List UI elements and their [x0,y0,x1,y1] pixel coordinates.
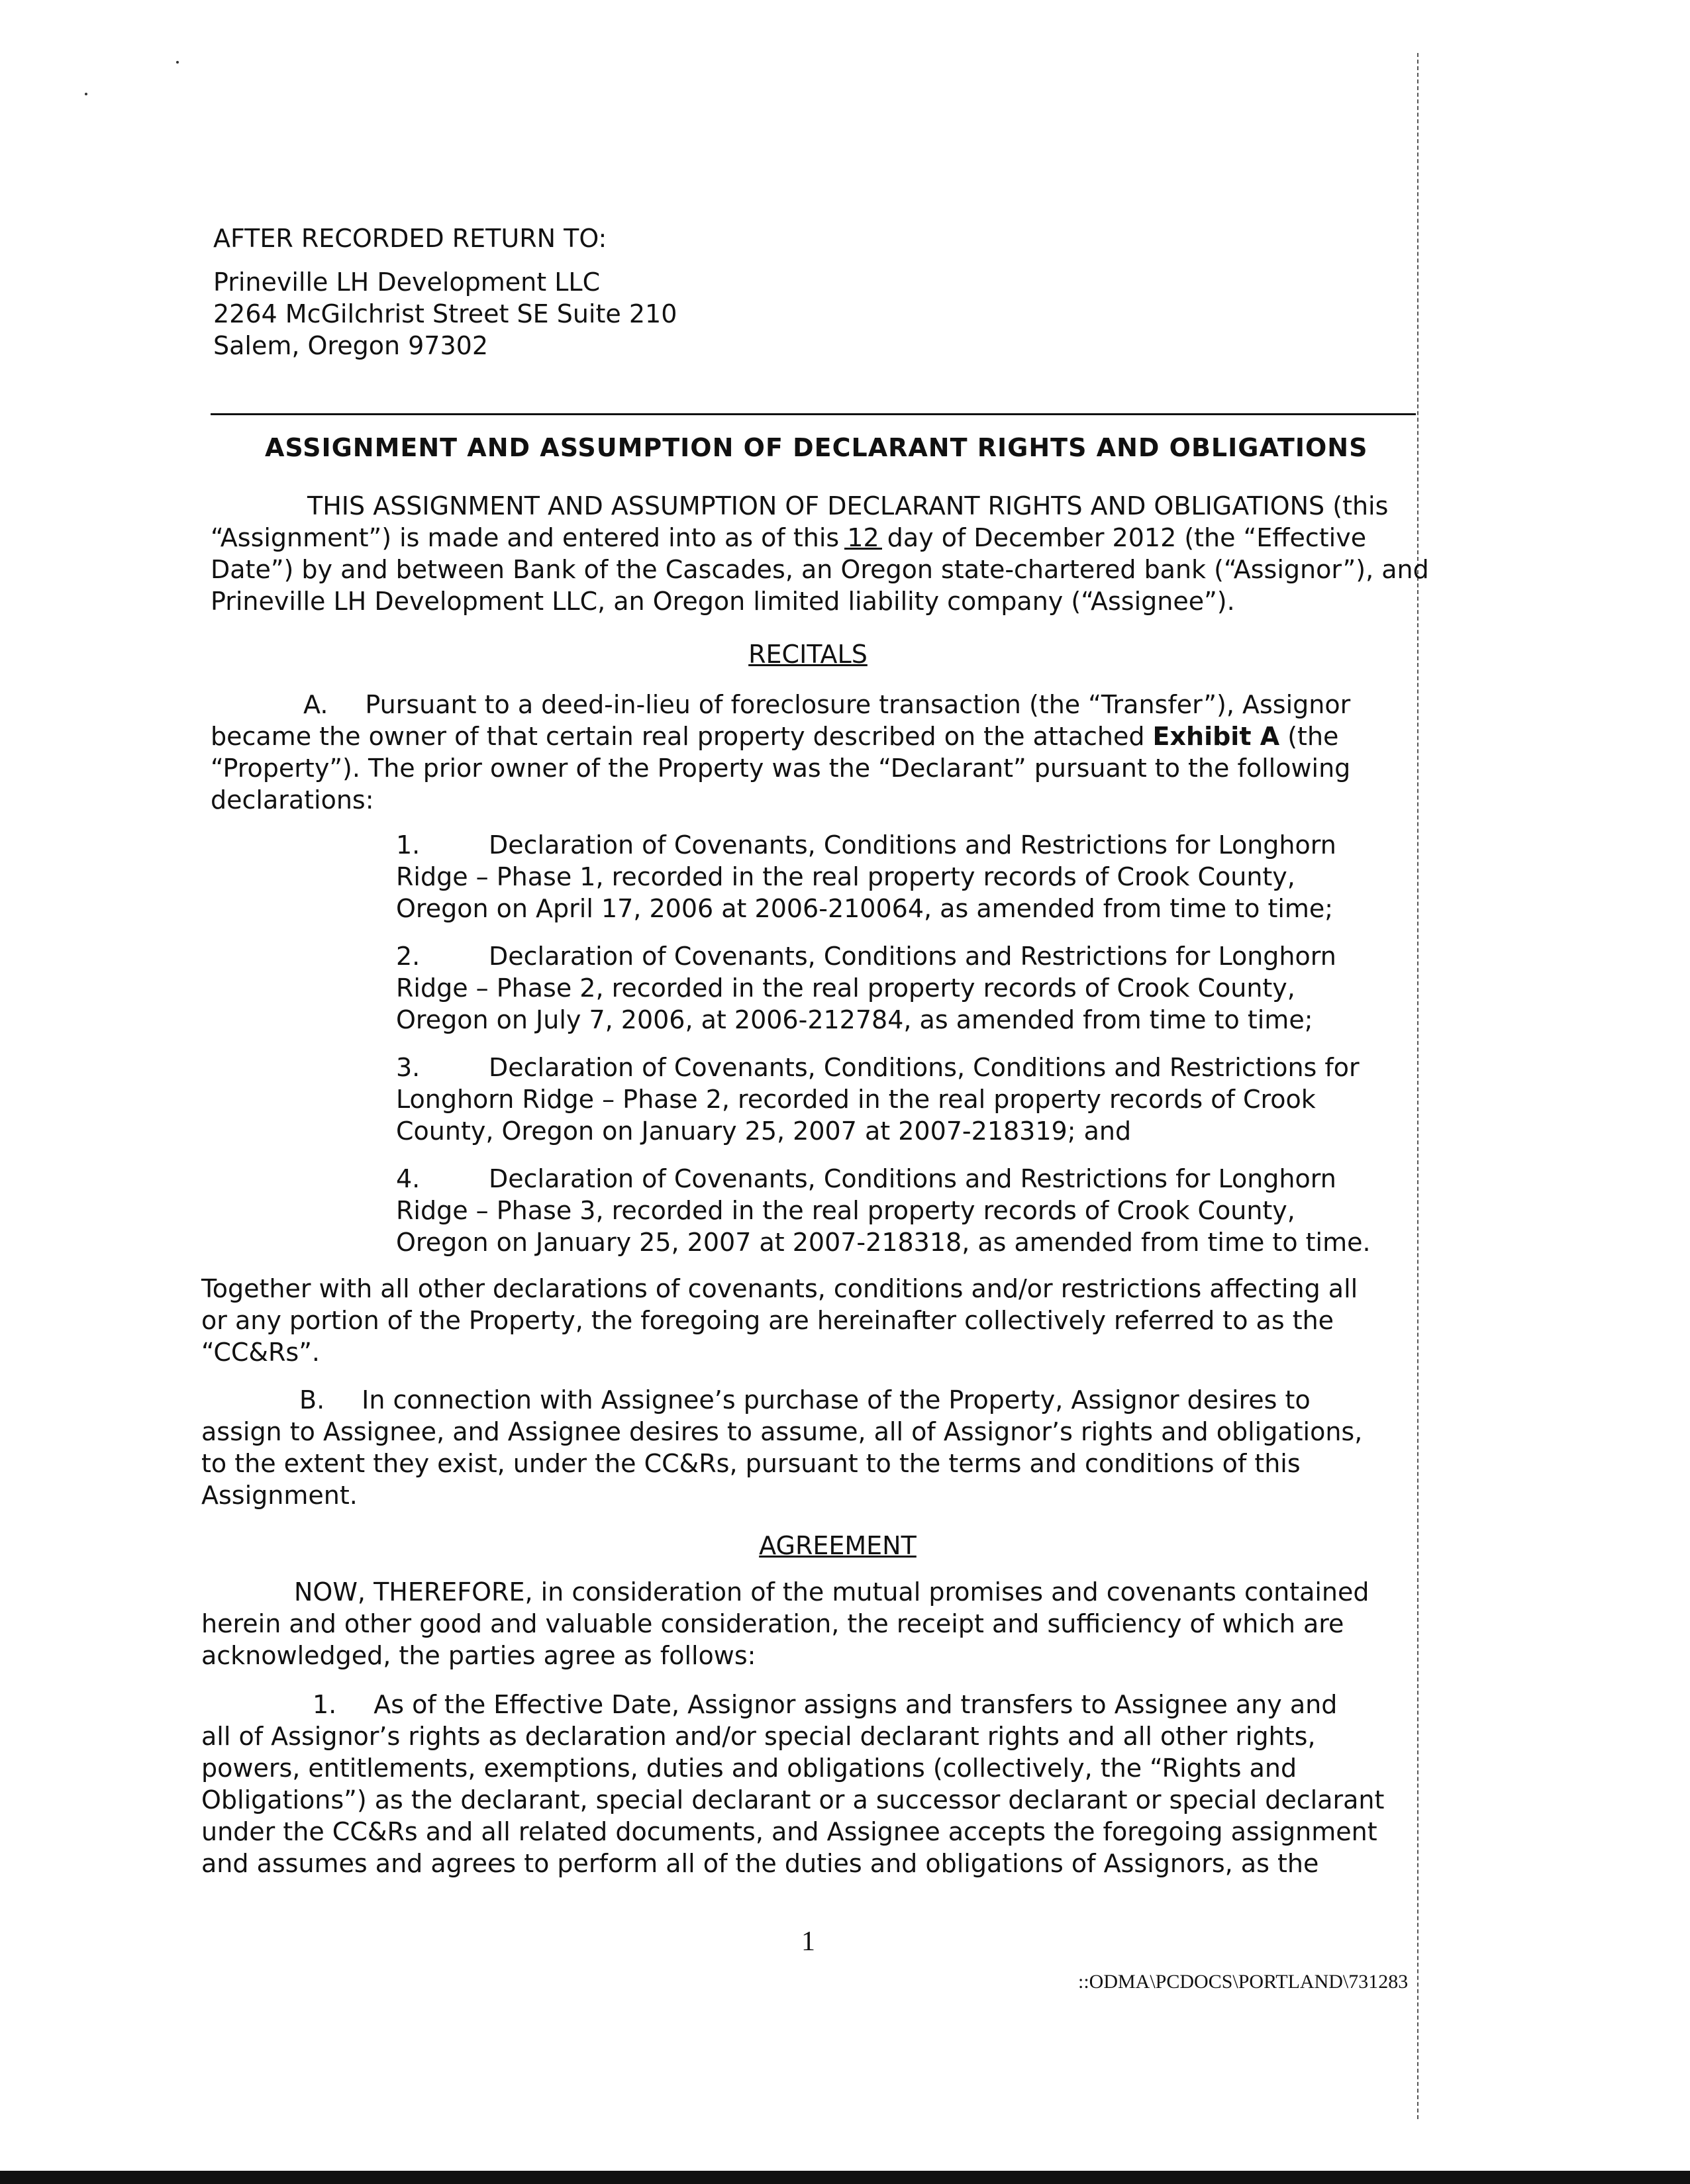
recital-line: Assignment. [201,1481,358,1510]
return-heading: AFTER RECORDED RETURN TO: [213,224,607,253]
recital-line: assign to Assignee, and Assignee desires to assume, all of Assignor’s rights and obligations, [201,1417,1363,1446]
declaration-line: Declaration of Covenants, Conditions and Restrictions for Longhorn [489,1164,1336,1193]
recital-line: “Property”). The prior owner of the Property was the “Declarant” pursuant to the following [211,754,1351,783]
now-therefore-paragraph [201,1576,1493,1671]
recital-line: Pursuant to a deed-in-lieu of foreclosure transaction (the “Transfer”), Assignor [365,690,1351,719]
declaration-number: 3. [396,1053,421,1082]
recital-line: (the [1287,722,1339,751]
document-title: ASSIGNMENT AND ASSUMPTION OF DECLARANT RIGHTS AND OBLIGATIONS [265,433,1368,462]
declaration-line: Ridge – Phase 3, recorded in the real property records of Crook County, [396,1196,1295,1225]
intro-line: day of December 2012 (the “Effective [887,523,1367,552]
together-paragraph [201,1273,1493,1368]
intro-line: THIS ASSIGNMENT AND ASSUMPTION OF DECLARANT RIGHTS AND OBLIGATIONS (this [307,491,1389,521]
agreement-heading: AGREEMENT [759,1531,917,1560]
scan-speck [85,93,87,95]
exhibit-ref: Exhibit A [1152,722,1280,751]
recital-a [211,689,1495,816]
declaration-line: Declaration of Covenants, Conditions, Conditions and Restrictions for [489,1053,1360,1082]
return-city: Salem, Oregon 97302 [213,331,489,360]
agreement-line: herein and other good and valuable consideration, the receipt and sufficiency of which are [201,1609,1344,1638]
return-street: 2264 McGilchrist Street SE Suite 210 [213,299,677,328]
return-address-block [213,223,677,362]
agreement-line: all of Assignor’s rights as declaration and/or special declarant rights and all other rights, [201,1722,1316,1751]
handwritten-day: 12 [847,523,879,552]
scan-speck [176,61,179,64]
declaration-number: 1. [396,830,421,860]
recital-label: B. [299,1385,325,1415]
recitals-heading: RECITALS [748,640,868,669]
recital-line: to the extent they exist, under the CC&Rs, pursuant to the terms and conditions of this [201,1449,1301,1478]
declaration-item [396,1052,1429,1147]
declaration-line: Oregon on July 7, 2006, at 2006-212784, as amended from time to time; [396,1005,1313,1034]
declaration-number: 2. [396,942,421,971]
together-line: Together with all other declarations of covenants, conditions and/or restrictions affecting all [201,1274,1358,1303]
recital-b [201,1384,1493,1511]
scan-bottom-edge [0,2171,1690,2184]
agreement-line: powers, entitlements, exemptions, duties and obligations (collectively, the “Rights and [201,1754,1297,1783]
intro-line: Date”) by and between Bank of the Cascades, an Oregon state-chartered bank (“Assignor”), and [211,555,1429,584]
agreement-line: acknowledged, the parties agree as follows: [201,1641,756,1670]
document-reference: ::ODMA\PCDOCS\PORTLAND\731283 [1078,1971,1409,1993]
recital-label: A. [303,690,328,719]
declaration-item [396,829,1429,924]
declaration-item [396,940,1429,1036]
declaration-line: Ridge – Phase 2, recorded in the real property records of Crook County, [396,973,1295,1003]
declaration-line: Declaration of Covenants, Conditions and Restrictions for Longhorn [489,942,1336,971]
agreement-line: Obligations”) as the declarant, special declarant or a successor declarant or special declarant [201,1785,1385,1814]
declaration-line: Declaration of Covenants, Conditions and Restrictions for Longhorn [489,830,1336,860]
agreement-line: As of the Effective Date, Assignor assigns and transfers to Assignee any and [373,1690,1338,1719]
declaration-line: Ridge – Phase 1, recorded in the real property records of Crook County, [396,862,1295,891]
agreement-section-1 [201,1689,1499,1879]
intro-paragraph [211,490,1495,617]
recital-line: became the owner of that certain real property described on the attached [211,722,1145,751]
declaration-line: Oregon on January 25, 2007 at 2007-218318, as amended from time to time. [396,1228,1371,1257]
title-rule [211,413,1416,415]
together-line: “CC&Rs”. [201,1338,320,1367]
declaration-number: 4. [396,1164,421,1193]
recital-line: In connection with Assignee’s purchase of the Property, Assignor desires to [362,1385,1311,1415]
intro-line: “Assignment”) is made and entered into as of this [211,523,840,552]
declaration-line: County, Oregon on January 25, 2007 at 2007-218319; and [396,1117,1132,1146]
agreement-line: NOW, THEREFORE, in consideration of the mutual promises and covenants contained [294,1577,1369,1607]
agreement-line: and assumes and agrees to perform all of the duties and obligations of Assignors, as the [201,1849,1319,1878]
section-number: 1. [313,1690,337,1719]
declaration-item [396,1163,1456,1258]
declaration-line: Longhorn Ridge – Phase 2, recorded in the real property records of Crook [396,1085,1316,1114]
return-name: Prineville LH Development LLC [213,268,601,297]
agreement-line: under the CC&Rs and all related documents, and Assignee accepts the foregoing assignment [201,1817,1377,1846]
declaration-line: Oregon on April 17, 2006 at 2006-210064, as amended from time to time; [396,894,1334,923]
together-line: or any portion of the Property, the foregoing are hereinafter collectively referred to as the [201,1306,1334,1335]
page-number: 1 [801,1926,815,1957]
recital-line: declarations: [211,785,374,815]
intro-line: Prineville LH Development LLC, an Oregon limited liability company (“Assignee”). [211,587,1235,616]
